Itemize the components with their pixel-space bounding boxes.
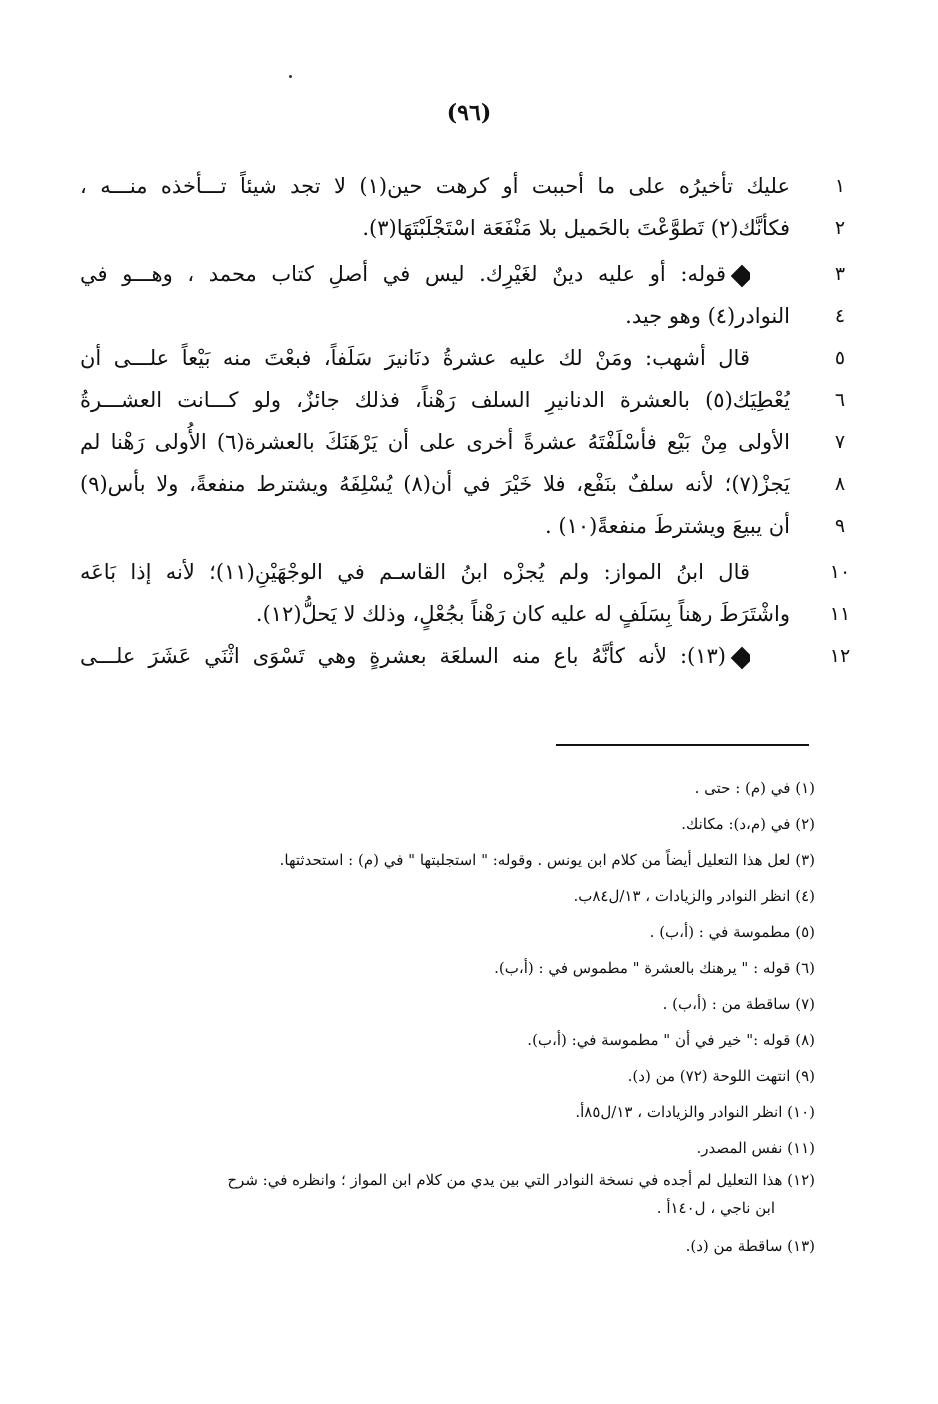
footnote: (٣) لعل هذا التعليل أيضاً من كلام ابن يونس . وقوله: " استجلبتها " في (م) : استحدثتها. [279, 851, 815, 869]
text-line [80, 253, 860, 295]
footnote-divider [556, 744, 809, 746]
line-number: ١ [834, 175, 846, 197]
line-text: أن يبيعَ ويشترطَ منفعةً(١٠) . [545, 514, 790, 538]
line-number: ١٠ [829, 561, 851, 583]
line-number: ١١ [829, 603, 851, 625]
line-number: ٩ [834, 515, 846, 537]
footnote: (٩) انتهت اللوحة (٧٢) من (د). [627, 1067, 815, 1085]
footnote: (٢) في (م،د): مكانك. [681, 815, 815, 833]
line-text: الأولى مِنْ بَيْع فأسْلَفْتَهُ عشرةً أخرى على أن يَرْهَنَكَ بالعشرة(٦) الأُولى رَهْنا لم [80, 430, 790, 454]
line-text: يَجزْ(٧)؛ لأنه سلفٌ بنَفْع، فلا خَيْرَ في أن(٨) يُسْلِفَهُ ويشترط منفعةً، ولا بأس(٩) [80, 472, 790, 496]
line-content: قوله: أو عليه دينٌ لغَيْرِك. ليس في أصلِ كتاب محمد ، وهـــو في [80, 262, 726, 286]
text-line [80, 463, 860, 505]
footnote: (٤) انظر النوادر والزيادات ، ١٣/ل٨٤ب. [573, 887, 815, 905]
line-text [80, 635, 750, 677]
line-number: ٨ [834, 473, 846, 495]
line-text: النوادر(٤) وهو جيد. [625, 304, 790, 328]
line-number: ١٢ [829, 645, 851, 667]
text-line [80, 593, 860, 635]
footnote: (٧) ساقطة من : (أ،ب) . [662, 995, 815, 1013]
text-line [80, 505, 860, 547]
footnote-line: (١٢) هذا التعليل لم أجده في نسخة النوادر التي بين يدي من كلام ابن المواز ؛ وانظره في: شرح [227, 1171, 815, 1189]
footnote: (١١) نفس المصدر. [696, 1139, 815, 1157]
text-line [80, 295, 860, 337]
text-line [80, 551, 860, 593]
text-line [80, 379, 860, 421]
text-line [80, 207, 860, 249]
text-line [80, 165, 860, 207]
line-number: ٧ [834, 431, 846, 453]
footnote: (٥) مطموسة في : (أ،ب) . [649, 923, 815, 941]
line-text: واشْتَرَطَ رهناً بِسَلَفٍ له عليه كان رَهْناً بجُعْلٍ، وذلك لا يَحلُّ(١٢). [255, 602, 790, 626]
line-number: ٣ [834, 263, 846, 285]
line-text: قال أشهب: ومَنْ لك عليه عشرةُ دنَانيرَ سَلَفاً، فبعْتَ منه بَيْعاً علـــى أن [80, 346, 750, 370]
footnote: (١) في (م) : حتى . [694, 779, 815, 797]
footnotes [95, 770, 815, 1264]
line-content: (١٣): لأنه كأنَّهُ باع منه السلعَة بعشرةٍ وهي تَسْوَى اثْنَي عَشَرَ علـــى [80, 644, 726, 668]
section-marker-icon [731, 264, 750, 287]
footnote: (٨) قوله :" خير في أن " مطموسة في: (أ،ب). [527, 1031, 815, 1049]
line-text: عليك تأخيرُه على ما أحببت أو كرهت حين(١) لا تجد شيئاً تـــأخذه منـــه ، [80, 174, 790, 198]
line-number: ٦ [834, 389, 846, 411]
line-number: ٢ [834, 217, 846, 239]
scan-speck [289, 75, 292, 78]
line-text: يُعْطِيَك(٥) بالعشرة الدنانيرِ السلف رَهْناً، فذلك جائزٌ، ولو كـــانت العشـــرةُ [80, 388, 790, 412]
footnote: (٦) قوله : " يرهنك بالعشرة " مطموس في : (أ،ب). [494, 959, 815, 977]
line-text: قال ابنُ المواز: ولم يُجزْه ابنُ القاسـم في الوجْهَيْنِ(١١)؛ لأنه إذا بَاعَه [80, 560, 750, 584]
section-marker-icon [731, 646, 750, 669]
line-number: ٥ [834, 347, 846, 369]
line-text [80, 253, 750, 295]
footnote [95, 1166, 815, 1228]
page-number: (٩٦) [446, 100, 492, 126]
line-number: ٤ [834, 305, 846, 327]
text-line [80, 421, 860, 463]
footnote: (١٣) ساقطة من (د). [685, 1237, 815, 1255]
line-text: فكأنَّك(٢) تَطوَّعْتَ بالحَميل بلا مَنْفَعَة اسْتَجْلَبْتَهَا(٣). [362, 216, 790, 240]
text-line [80, 635, 860, 677]
footnote-continuation: ابن ناجي ، ل١٤٠أ . [656, 1199, 775, 1217]
main-text [80, 165, 860, 677]
text-line [80, 337, 860, 379]
footnote: (١٠) انظر النوادر والزيادات ، ١٣/ل٨٥أ. [575, 1103, 815, 1121]
